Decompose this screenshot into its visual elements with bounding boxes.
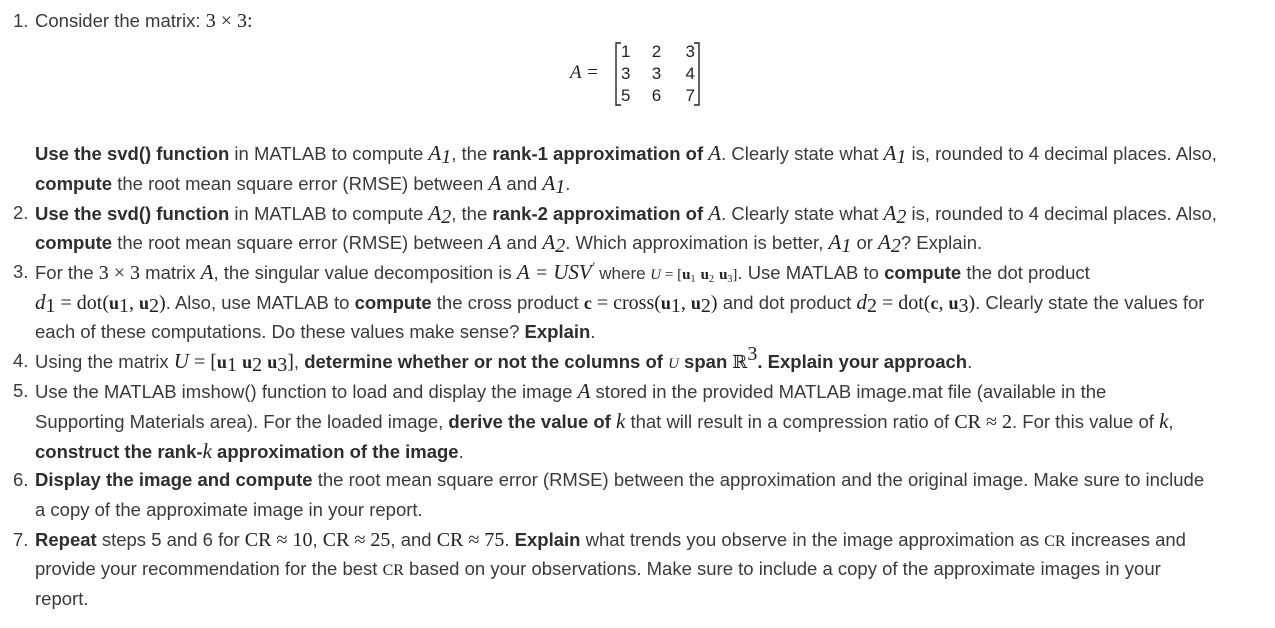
item-2-line-b: compute the root mean square error (RMSE) between A and $A_2$. Which approximation is better, $A_1$ or $A_2$? Explain. [35, 230, 983, 257]
item-4-number: 4. [13, 350, 29, 371]
item-3-number: 3. [13, 261, 29, 282]
item-5-line-a: Use the MATLAB imshow() function to load and display the image A stored in the provided MATLAB image.mat file (available in the [35, 379, 1107, 403]
item-1-line-a: Use the svd() function in MATLAB to compute $A_1$, the rank-1 approximation of A. Clearly state what $A_1$ is, rounded to 4 decimal places. Also, [35, 141, 1217, 168]
matrix-cell: 3 [621, 64, 631, 83]
matrix-label: A = [570, 62, 599, 83]
item-3-line-c: each of these computations. Do these values make sense? Explain. [35, 321, 596, 342]
matrix-cell: 2 [651, 42, 662, 61]
matrix-cell: 5 [621, 86, 631, 105]
matrix-cell: 6 [651, 86, 662, 105]
matrix-block [570, 40, 720, 108]
item-5-line-b: Supporting Materials area). For the loaded image, derive the value of k that will result in a compression ratio of CR ≈ 2. For this value of k, [35, 409, 1174, 433]
item-6-line-a: Display the image and compute the root mean square error (RMSE) between the approximation and the original image. Make sure to include [35, 469, 1205, 490]
item-1-intro: Consider the matrix: 3 × 3: [35, 10, 253, 32]
item-7-line-b: provide your recommendation for the best CR based on your observations. Make sure to include a copy of the approximate images in your [35, 558, 1161, 579]
item-7-line-c: report. [35, 588, 89, 609]
matrix-cell: 4 [685, 64, 695, 83]
item-5-line-c: construct the rank-k approximation of the image. [35, 439, 464, 463]
matrix-cell: 3 [685, 42, 695, 61]
item-5-number: 5. [13, 380, 29, 401]
item-7-number: 7. [13, 529, 29, 550]
matrix-cell: 1 [621, 42, 631, 61]
matrix-grid [621, 41, 695, 107]
item-1-line-b: compute the root mean square error (RMSE) between A and $A_1$. [35, 171, 571, 198]
item-2-line-a: Use the svd() function in MATLAB to compute $A_2$, the rank-2 approximation of A. Clearly state what $A_2$ is, rounded to 4 decimal places. Also, [35, 201, 1217, 228]
item-6-number: 6. [13, 469, 29, 490]
item-7-line-a: Repeat steps 5 and 6 for CR ≈ 10, CR ≈ 25, and CR ≈ 75. Explain what trends you observe in the image approximation as CR increases and [35, 529, 1186, 551]
matrix-cell: 3 [651, 64, 662, 83]
item-3-line-a: For the 3 × 3 matrix A, the singular value decomposition is A = USV′ where $U = [u_1$ $u_2$ $u_3$]. Use MATLAB to compute the dot product [35, 259, 1090, 285]
item-6-line-b: a copy of the approximate image in your report. [35, 499, 423, 520]
item-4-line: Using the matrix $U = [u_1$ $u_2$ $u_3$], determine whether or not the columns of U span ℝ$^3$. Explain your approach. [35, 343, 973, 376]
matrix-cell: 7 [685, 86, 695, 105]
item-3-line-b: $d_1 = dot(u_1$, $u_2$). Also, use MATLAB to compute the cross product $c = cross(u_1$, $u_2$) and dot product $d_2 = dot(c$, $u_3$). Clearly state the values for [35, 290, 1205, 317]
item-1-number: 1. [13, 10, 29, 31]
item-2-number: 2. [13, 202, 29, 223]
